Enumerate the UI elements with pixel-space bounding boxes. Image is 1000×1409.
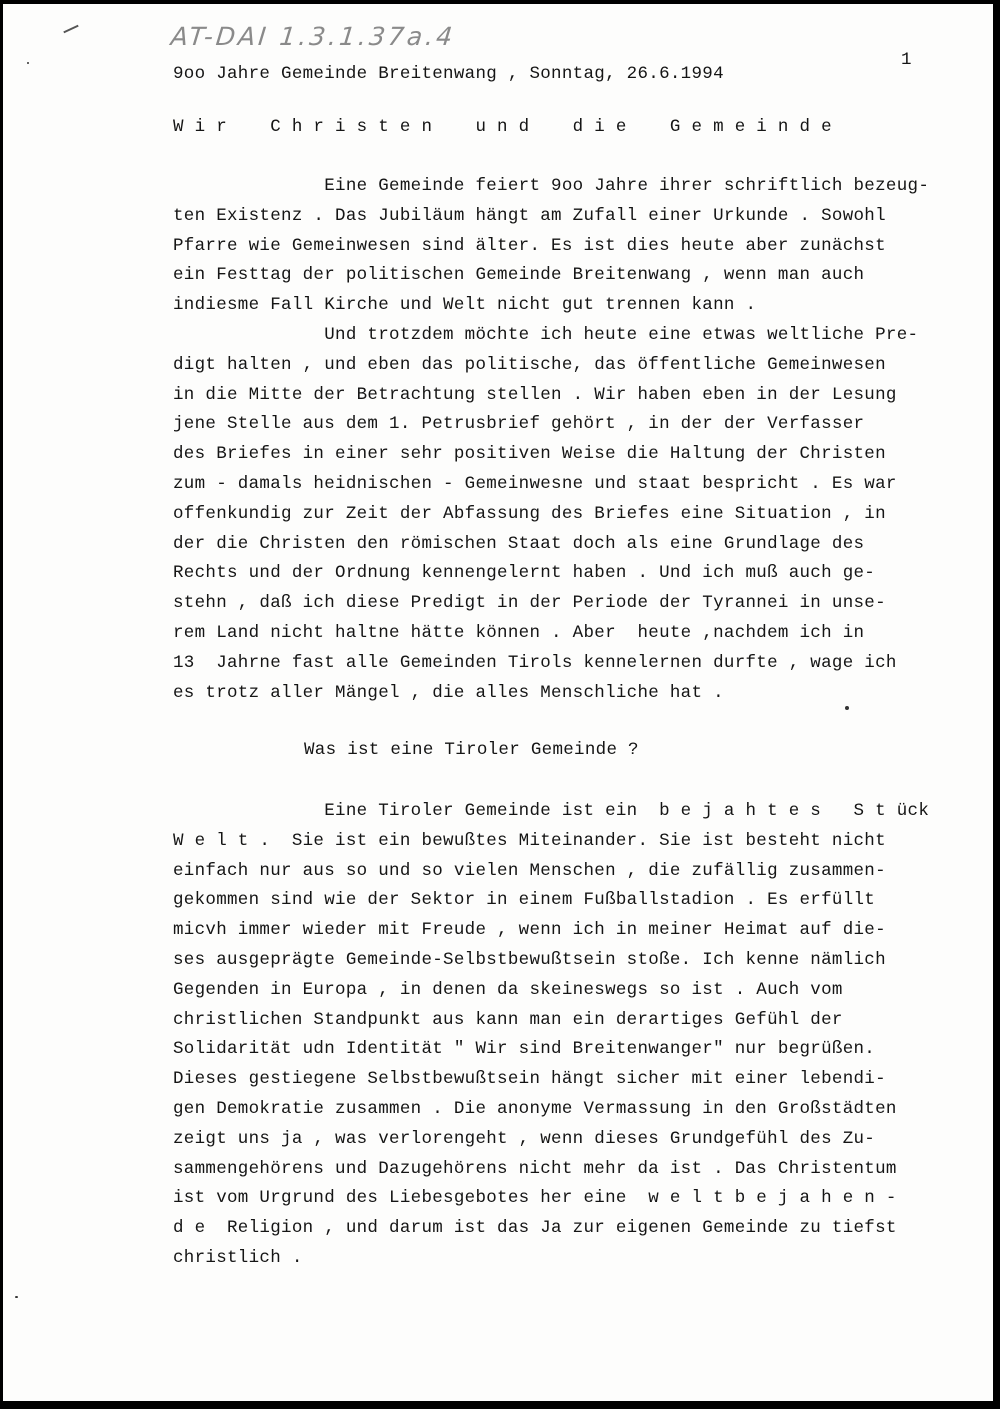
text-line: Pfarre wie Gemeinwesen sind älter. Es ist dies heute aber zunächst bbox=[173, 235, 886, 256]
text-line: 13 Jahrne fast alle Gemeinden Tirols kennelernen durfte , wage ich bbox=[173, 652, 897, 673]
text-line: jene Stelle aus dem 1. Petrusbrief gehört , in der der Verfasser bbox=[173, 414, 865, 435]
pen-mark bbox=[63, 25, 78, 34]
text-line: digt halten , und eben das politische, das öffentliche Gemeinwesen bbox=[173, 354, 886, 375]
text-line: der die Christen den römischen Staat doch als eine Grundlage des bbox=[173, 533, 865, 554]
text-line: Rechts und der Ordnung kennengelernt haben . Und ich muß auch ge- bbox=[173, 563, 876, 584]
text-line: sammengehörens und Dazugehörens nicht mehr da ist . Das Christentum bbox=[173, 1158, 897, 1179]
document-page bbox=[3, 4, 993, 1401]
stray-dot bbox=[845, 706, 849, 710]
text-line: zeigt uns ja , was verlorengeht , wenn dieses Grundgefühl des Zu- bbox=[173, 1128, 876, 1149]
text-line: christlich . bbox=[173, 1247, 303, 1268]
text-line: stehn , daß ich diese Predigt in der Periode der Tyrannei in unse- bbox=[173, 593, 886, 614]
text-line: zum - damals heidnischen - Gemeinwesne und staat bespricht . Es war bbox=[173, 473, 897, 494]
stray-dot bbox=[15, 1296, 18, 1298]
text-line: ses ausgeprägte Gemeinde-Selbstbewußtsein stoße. Ich kenne nämlich bbox=[173, 949, 886, 970]
text-line: es trotz aller Mängel , die alles Menschliche hat . bbox=[173, 682, 724, 703]
page-number: 1 bbox=[901, 50, 912, 70]
text-line: indiesme Fall Kirche und Welt nicht gut trennen kann . bbox=[173, 295, 757, 316]
text-line: offenkundig zur Zeit der Abfassung des Briefes eine Situation , in bbox=[173, 503, 886, 524]
paragraph-intro bbox=[173, 172, 929, 708]
text-line: Eine Tiroler Gemeinde ist ein b e j a h t e s S t ück bbox=[173, 801, 930, 821]
text-line: des Briefes in einer sehr positiven Weise die Haltung der Christen bbox=[173, 444, 886, 465]
text-line: Und trotzdem möchte ich heute eine etwas weltliche Pre- bbox=[173, 324, 919, 345]
paragraph-tiroler-gemeinde bbox=[173, 797, 929, 1274]
section-heading: Was ist eine Tiroler Gemeinde ? bbox=[304, 740, 639, 760]
archive-reference: AT-DAI 1.3.1.37a.4 bbox=[169, 22, 457, 51]
text-line: micvh immer wieder mit Freude , wenn ich in meiner Heimat auf die- bbox=[173, 920, 886, 941]
text-line: Solidarität udn Identität " Wir sind Breitenwanger" nur begrüßen. bbox=[173, 1039, 876, 1060]
stray-dot bbox=[27, 62, 29, 64]
text-line: Eine Gemeinde feiert 9oo Jahre ihrer schriftlich bezeug- bbox=[173, 176, 930, 196]
text-line: ten Existenz . Das Jubiläum hängt am Zufall einer Urkunde . Sowohl bbox=[173, 205, 886, 226]
text-line: Gegenden in Europa , in denen da skeineswegs so ist . Auch vom bbox=[173, 979, 843, 1000]
text-line: Dieses gestiegene Selbstbewußtsein hängt sicher mit einer lebendi- bbox=[173, 1069, 886, 1090]
document-header: 9oo Jahre Gemeinde Breitenwang , Sonntag, 26.6.1994 bbox=[173, 64, 724, 84]
text-line: d e Religion , und darum ist das Ja zur eigenen Gemeinde zu tiefst bbox=[173, 1218, 897, 1239]
text-line: W e l t . Sie ist ein bewußtes Miteinander. Sie ist besteht nicht bbox=[173, 830, 886, 851]
text-line: einfach nur aus so und so vielen Menschen , die zufällig zusammen- bbox=[173, 860, 886, 881]
text-line: christlichen Standpunkt aus kann man ein derartiges Gefühl der bbox=[173, 1009, 843, 1030]
text-line: gekommen sind wie der Sektor in einem Fußballstadion . Es erfüllt bbox=[173, 890, 876, 911]
document-title: W i r C h r i s t e n u n d d i e G e m e i n d e bbox=[173, 117, 832, 137]
text-line: in die Mitte der Betrachtung stellen . Wir haben eben in der Lesung bbox=[173, 384, 897, 405]
text-line: gen Demokratie zusammen . Die anonyme Vermassung in den Großstädten bbox=[173, 1098, 897, 1119]
text-line: ein Festtag der politischen Gemeinde Breitenwang , wenn man auch bbox=[173, 265, 865, 286]
text-line: ist vom Urgrund des Liebesgebotes her eine w e l t b e j a h e n - bbox=[173, 1188, 897, 1209]
text-line: rem Land nicht haltne hätte können . Aber heute ,nachdem ich in bbox=[173, 622, 865, 643]
